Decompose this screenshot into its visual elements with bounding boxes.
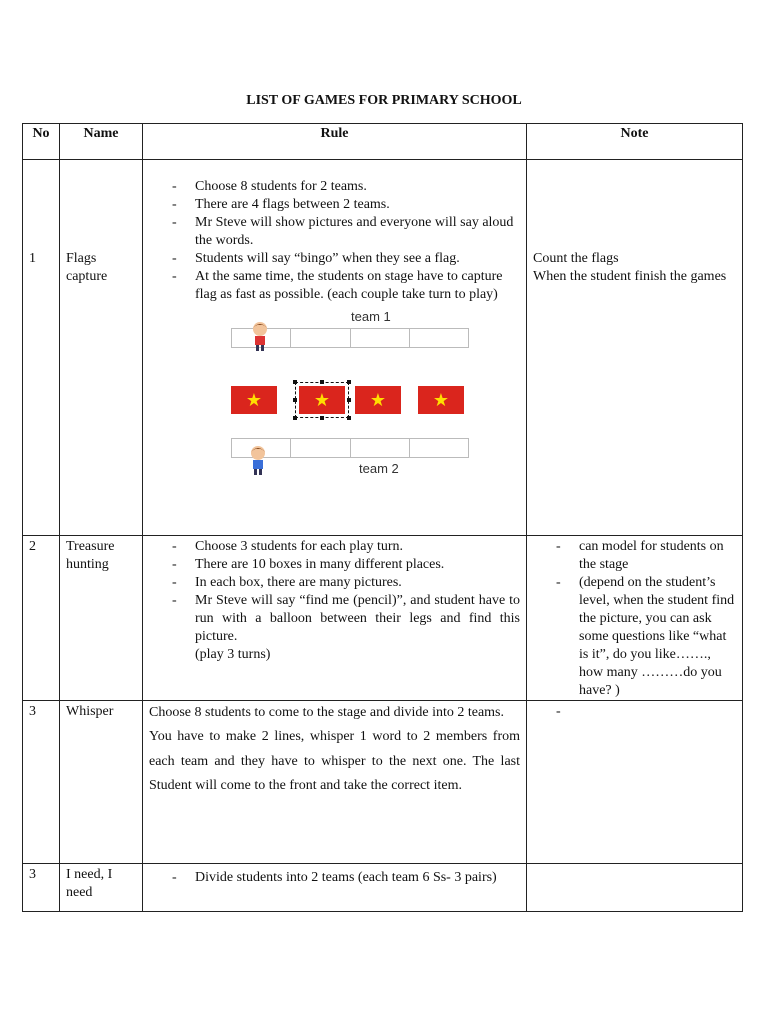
flags-capture-diagram [231, 308, 471, 478]
team-2-label: team 2 [359, 461, 399, 476]
rule-list [143, 538, 526, 664]
row-no: 3 [23, 864, 60, 912]
rule-list [143, 866, 526, 890]
student-icon [247, 444, 269, 476]
rule-item: - At the same time, the students on stage have to capture flag as fast as possible. (each couple take turn to play) [143, 268, 526, 304]
header-note: Note [527, 124, 743, 160]
row-no: 2 [23, 536, 60, 701]
row-note: Count the flags When the student finish the games [527, 160, 743, 536]
table-row [23, 701, 743, 864]
table-row [23, 160, 743, 536]
row-note [527, 536, 743, 701]
row-rule [143, 864, 527, 912]
row-no: 3 [23, 701, 60, 864]
vietnam-flag-icon: ★ [231, 386, 277, 414]
rule-item: - Choose 3 students for each play turn. [143, 538, 526, 556]
row-name: Treasure hunting [60, 536, 143, 701]
note-item: - (depend on the student’s level, when the student find the picture, you can ask some questions like “what is it”, do you like……., how many ………do you have? ) [527, 574, 742, 700]
header-name: Name [60, 124, 143, 160]
rule-item: - Mr Steve will show pictures and everyone will say aloud the words. [143, 214, 526, 250]
row-note [527, 701, 743, 864]
rule-item: - Mr Steve will say “find me (pencil)”, and student have to run with a balloon between their legs and find this picture. (play 3 turns) [143, 592, 526, 664]
rule-item: - Students will say “bingo” when they see a flag. [143, 250, 526, 268]
document-title: LIST OF GAMES FOR PRIMARY SCHOOL [246, 93, 522, 108]
row-rule [143, 160, 527, 536]
rule-list [143, 178, 526, 304]
rule-item: - There are 10 boxes in many different places. [143, 556, 526, 574]
table-row [23, 864, 743, 912]
rule-item: - In each box, there are many pictures. [143, 574, 526, 592]
rule-paragraph: Choose 8 students to come to the stage and divide into 2 teams. You have to make 2 lines, whisper 1 word to 2 members from each team and they have to whisper to the next one. The last Student will come to the front and take the correct item. [149, 705, 520, 793]
vietnam-flag-icon: ★ [299, 386, 345, 414]
rule-item: - Choose 8 students for 2 teams. [143, 178, 526, 196]
table-row [23, 536, 743, 701]
row-name: Flags capture [60, 160, 143, 536]
rule-item: - There are 4 flags between 2 teams. [143, 196, 526, 214]
row-name: Whisper [60, 701, 143, 864]
note-list [527, 538, 742, 700]
student-icon [249, 320, 271, 352]
vietnam-flag-icon: ★ [355, 386, 401, 414]
selection-handles [295, 382, 349, 418]
team-1-label: team 1 [351, 309, 391, 324]
note-item: - can model for students on the stage [527, 538, 742, 574]
row-no: 1 [23, 160, 60, 536]
row-note [527, 864, 743, 912]
row-rule [143, 536, 527, 701]
games-table [22, 123, 743, 912]
header-rule: Rule [143, 124, 527, 160]
vietnam-flag-icon: ★ [418, 386, 464, 414]
rule-item: - Divide students into 2 teams (each team 6 Ss- 3 pairs) [143, 866, 526, 890]
table-header-row [23, 124, 743, 160]
header-no: No [23, 124, 60, 160]
row-rule [143, 701, 527, 864]
row-name: I need, I need [60, 864, 143, 912]
